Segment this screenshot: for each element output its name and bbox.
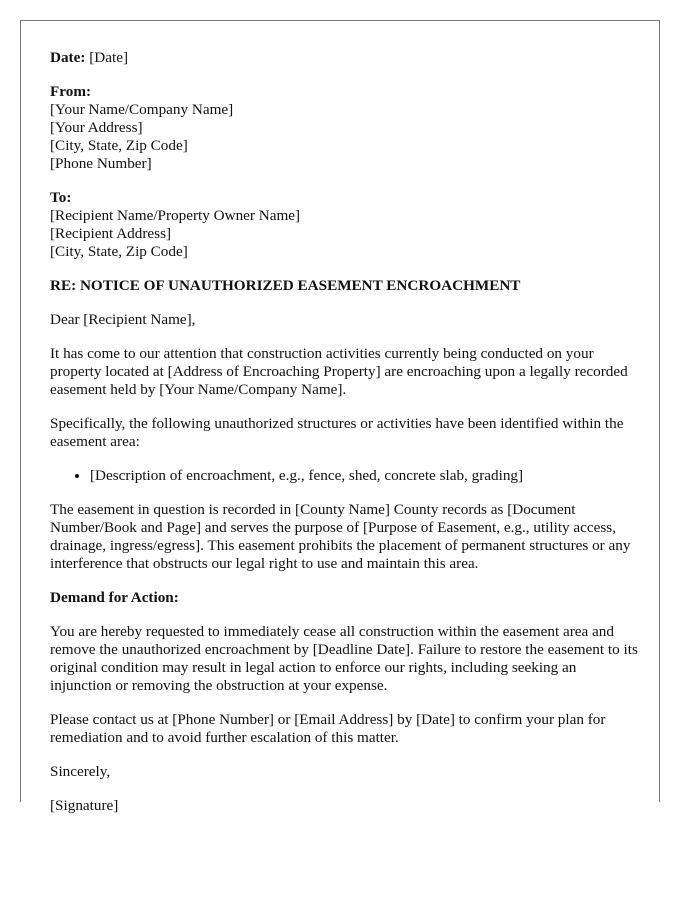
from-line: [Phone Number] xyxy=(50,155,152,172)
to-label: To: xyxy=(50,189,72,206)
paragraph-intro: It has come to our attention that construction activities currently being conducted on your property located at [Address of Encroaching Property] are encroaching upon a legally recorded easement held by [Your Name/Company Name]. xyxy=(50,345,628,398)
demand-heading: Demand for Action: xyxy=(50,589,179,606)
to-block xyxy=(50,189,640,261)
to-line: [City, State, Zip Code] xyxy=(50,243,188,260)
letter-content xyxy=(50,49,640,831)
from-line: [Your Address] xyxy=(50,119,143,136)
to-line: [Recipient Name/Property Owner Name] xyxy=(50,207,301,224)
from-block xyxy=(50,83,640,173)
date-line xyxy=(50,49,640,67)
salutation: Dear [Recipient Name], xyxy=(50,311,196,328)
closing: Sincerely, xyxy=(50,763,111,780)
paragraph-specifics: Specifically, the following unauthorized structures or activities have been identified within the easement area: xyxy=(50,415,624,450)
date-label: Date: xyxy=(50,49,86,66)
letter-page xyxy=(20,20,660,814)
paragraph-contact: Please contact us at [Phone Number] or [Email Address] by [Date] to confirm your plan for remediation and to avoid further escalation of this matter. xyxy=(50,711,606,746)
from-label: From: xyxy=(50,83,92,100)
signature: [Signature] xyxy=(50,797,119,814)
subject-line: RE: NOTICE OF UNAUTHORIZED EASEMENT ENCROACHMENT xyxy=(50,277,521,294)
paragraph-easement: The easement in question is recorded in [County Name] County records as [Document Number/Book and Page] and serves the purpose of [Purpose of Easement, e.g., utility access, drainage, ingress/egress]. This easement prohibits the placement of permanent structures or any interference that obstructs our legal right to use and maintain this area. xyxy=(50,501,631,572)
list-item: • [Description of encroachment, e.g., fence, shed, concrete slab, grading] xyxy=(90,467,640,485)
from-line: [Your Name/Company Name] xyxy=(50,101,234,118)
to-line: [Recipient Address] xyxy=(50,225,172,242)
encroachment-list xyxy=(50,467,640,485)
from-line: [City, State, Zip Code] xyxy=(50,137,188,154)
date-value: [Date] xyxy=(89,49,129,66)
paragraph-demand: You are hereby requested to immediately cease all construction within the easement area and remove the unauthorized encroachment by [Deadline Date]. Failure to restore the easement to its original condition may result in legal action to enforce our rights, including seeking an injunction or removing the obstruction at your expense. xyxy=(50,623,638,694)
